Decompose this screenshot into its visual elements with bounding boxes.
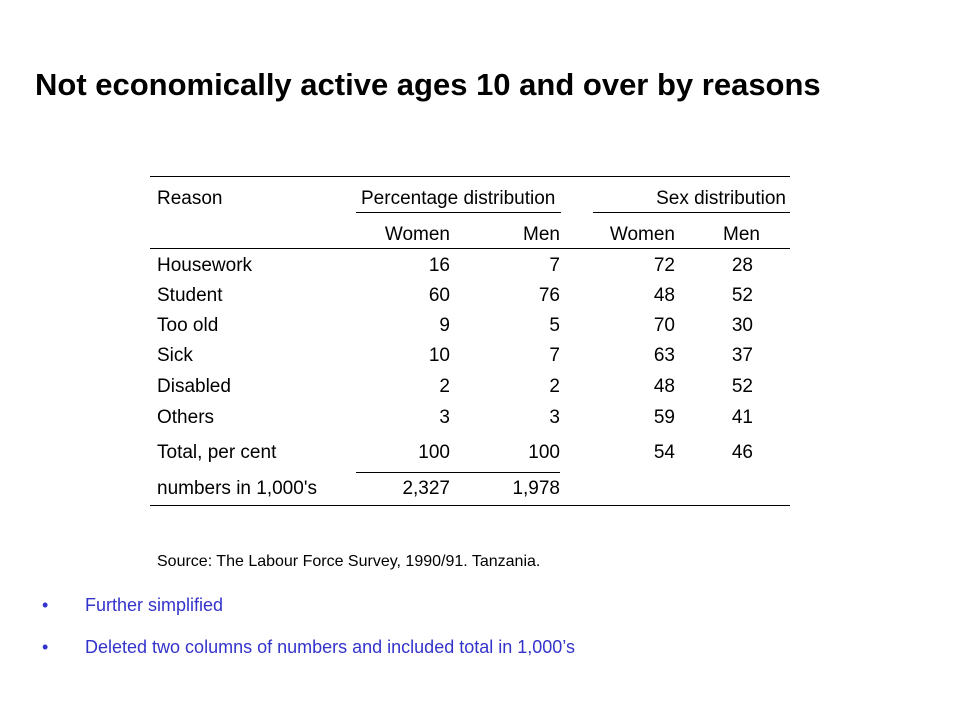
- row-reason: Others: [157, 407, 215, 428]
- row-pct-women: 60: [428, 285, 450, 306]
- row-sex-women: 48: [653, 285, 675, 306]
- group1-underline: [356, 212, 561, 213]
- row-sex-men: 46: [731, 442, 753, 463]
- row-sex-women: 54: [653, 442, 675, 463]
- row-sex-women: 70: [653, 315, 675, 336]
- header-sex-distribution: Sex distribution: [656, 188, 786, 209]
- row-sex-women: 72: [653, 255, 675, 276]
- header-men-pct: Men: [523, 224, 560, 245]
- row-sex-women: 48: [653, 376, 675, 397]
- row-sex-men: 52: [731, 376, 753, 397]
- slide-title: Not economically active ages 10 and over by reasons: [35, 67, 821, 102]
- row-sex-men: 37: [731, 345, 753, 366]
- row-reason: Disabled: [157, 376, 231, 397]
- list-item: [42, 636, 922, 658]
- data-table: [150, 176, 790, 506]
- row-sex-women: 59: [653, 407, 675, 428]
- row-pct-women: 2,327: [402, 478, 450, 499]
- row-pct-women: 16: [428, 255, 450, 276]
- row-pct-women: 9: [439, 315, 450, 336]
- row-reason: numbers in 1,000's: [157, 478, 317, 499]
- row-pct-men: 1,978: [512, 478, 560, 499]
- table-bottom-rule: [150, 505, 790, 506]
- row-pct-men: 2: [549, 376, 560, 397]
- row-pct-women: 2: [439, 376, 450, 397]
- row-pct-men: 3: [549, 407, 560, 428]
- bullet-dot-icon: •: [42, 637, 49, 657]
- bullet-text: Deleted two columns of numbers and included total in 1,000’s: [85, 637, 575, 657]
- row-pct-women: 10: [428, 345, 450, 366]
- row-reason: Total, per cent: [157, 442, 277, 463]
- header-women-pct: Women: [384, 224, 450, 245]
- row-sex-men: 30: [731, 315, 753, 336]
- numbers-row-top-rule: [356, 472, 560, 473]
- header-bottom-rule: [150, 248, 790, 249]
- row-pct-men: 100: [528, 442, 560, 463]
- row-pct-men: 76: [538, 285, 560, 306]
- list-item: [42, 594, 922, 616]
- row-sex-men: 52: [731, 285, 753, 306]
- group2-underline: [593, 212, 790, 213]
- row-sex-men: 41: [731, 407, 753, 428]
- row-pct-women: 100: [418, 442, 450, 463]
- row-reason: Student: [157, 285, 223, 306]
- row-reason: Sick: [157, 345, 193, 366]
- row-reason: Housework: [157, 255, 253, 276]
- row-pct-men: 5: [549, 315, 560, 336]
- header-percentage-distribution: Percentage distribution: [361, 188, 556, 209]
- bullet-list: [42, 594, 922, 678]
- row-pct-women: 3: [439, 407, 450, 428]
- row-sex-men: 28: [731, 255, 753, 276]
- header-reason: Reason: [157, 188, 223, 209]
- header-men-sex: Men: [723, 224, 760, 245]
- bullet-dot-icon: •: [42, 595, 49, 615]
- bullet-text: Further simplified: [85, 595, 224, 615]
- row-pct-men: 7: [549, 345, 560, 366]
- table-top-rule: [150, 176, 790, 177]
- source-note: Source: The Labour Force Survey, 1990/91. Tanzania.: [157, 553, 541, 570]
- row-reason: Too old: [157, 315, 219, 336]
- row-sex-women: 63: [653, 345, 675, 366]
- header-women-sex: Women: [609, 224, 675, 245]
- row-pct-men: 7: [549, 255, 560, 276]
